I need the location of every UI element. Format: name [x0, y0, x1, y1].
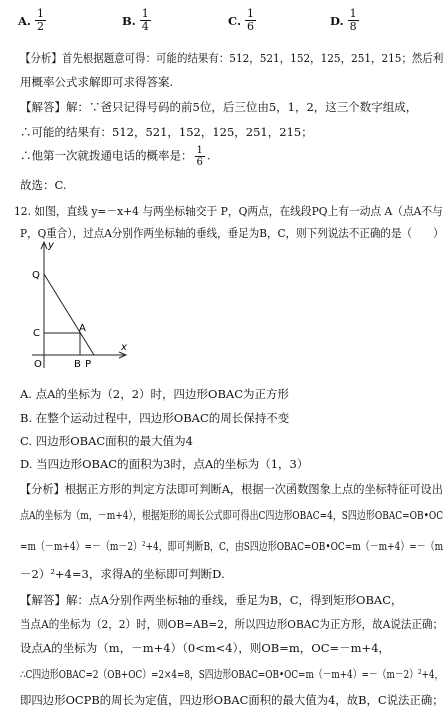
q12-stem-line-1: 12. 如图，直线 y=－x+4 与两坐标轴交于 P，Q两点，在线段PQ上有一动点 A（点A不与: [14, 204, 443, 218]
label-p: P: [85, 359, 92, 370]
option-a-top: [18, 8, 46, 33]
option-letter: D.: [330, 13, 344, 28]
fraction: $\frac{1}{6}$: [246, 7, 254, 33]
fraction: $\frac{1}{6}$: [196, 145, 203, 168]
option-letter: A.: [18, 13, 31, 28]
option-letter: B.: [122, 13, 136, 28]
q12-analysis-line-2: 点A的坐标为（m，－m+4），根据矩形的周长公式即可得出C四边形OBAC=4，S四边形OBAC=OB•OC: [20, 508, 444, 522]
q12-solution-line-4: ∴C四边形OBAC=2（OB+OC）=2×4=8，S四边形OBAC=OB•OC=m（－m+4）=－（m－2）²+4，: [20, 667, 444, 681]
q11-solution-line-3-text: ∴他第一次就拨通电话的概率是：: [20, 148, 193, 163]
q12-analysis-line-3: =m（－m+4）=－（m－2）²+4，即可判断B，C，由S四边形OBAC=OB•OC=m（－m+4）=－（m: [20, 539, 444, 553]
q12-solution-line-3: 设点A的坐标为（m，－m+4）（0<m<4），则OB=m，OC=－m+4，: [20, 641, 391, 655]
label-x: x: [121, 342, 127, 353]
fraction: $\frac{1}{2}$: [36, 7, 44, 33]
q12-stem-line-2: P，Q重合），过点A分别作两坐标轴的垂线，垂足为B，C，则下列说法不正确的是（ ）: [20, 226, 444, 240]
q11-solution-line-3: ∴他第一次就拨通电话的概率是： $\frac{1}{6}$ .: [20, 145, 211, 168]
q12-option-c: C. 四边形OBAC面积的最大值为4: [20, 434, 193, 448]
q11-analysis-line-1: 【分析】首先根据题意可得：可能的结果有：512，521，152，125，251，215；然后利: [20, 51, 444, 65]
label-q: Q: [32, 270, 40, 281]
q12-figure: [22, 238, 132, 378]
option-c-top: [228, 8, 256, 33]
q11-choose: 故选：C.: [20, 178, 67, 192]
label-a: A: [79, 323, 86, 334]
q11-solution-line-2: ∴可能的结果有：512，521，152，125，251，215；: [20, 125, 313, 139]
label-y: y: [48, 240, 54, 251]
q12-solution-line-2: 当点A的坐标为（2，2）时，则OB=AB=2，所以四边形OBAC为正方形，故A说法正确；: [20, 617, 444, 631]
option-d-top: [330, 8, 359, 33]
q12-option-d: D. 当四边形OBAC的面积为3时，点A的坐标为（1，3）: [20, 457, 309, 471]
q12-option-a: A. 点A的坐标为（2，2）时，四边形OBAC为正方形: [20, 387, 290, 401]
option-b-top: [122, 8, 151, 33]
fraction: $\frac{1}{8}$: [349, 7, 357, 33]
q12-solution-line-5: 即四边形OCPB的周长为定值，四边形OBAC面积的最大值为4，故B，C说法正确；: [20, 693, 444, 707]
q11-analysis-line-2: 用概率公式求解即可求得答案.: [20, 75, 174, 89]
q12-analysis-line-1: 【分析】根据正方形的判定方法即可判断A，根据一次函数图象上点的坐标特征可设出: [20, 482, 443, 496]
q12-analysis-line-4: －2）²+4=3，求得A的坐标即可判断D.: [20, 567, 225, 581]
label-o: O: [34, 359, 42, 370]
label-b: B: [74, 359, 81, 370]
q12-solution-line-1: 【解答】解：点A分别作两坐标轴的垂线，垂足为B，C，得到矩形OBAC，: [20, 593, 403, 607]
fraction: $\frac{1}{4}$: [141, 7, 149, 33]
label-c: C: [33, 328, 40, 339]
line-pq: [44, 274, 94, 355]
q12-option-b: B. 在整个运动过程中，四边形OBAC的周长保持不变: [20, 411, 290, 425]
q11-solution-line-1: 【解答】解：∵爸只记得号码的前5位，后三位由5，1，2，这三个数字组成，: [20, 100, 418, 114]
option-letter: C.: [228, 13, 241, 28]
